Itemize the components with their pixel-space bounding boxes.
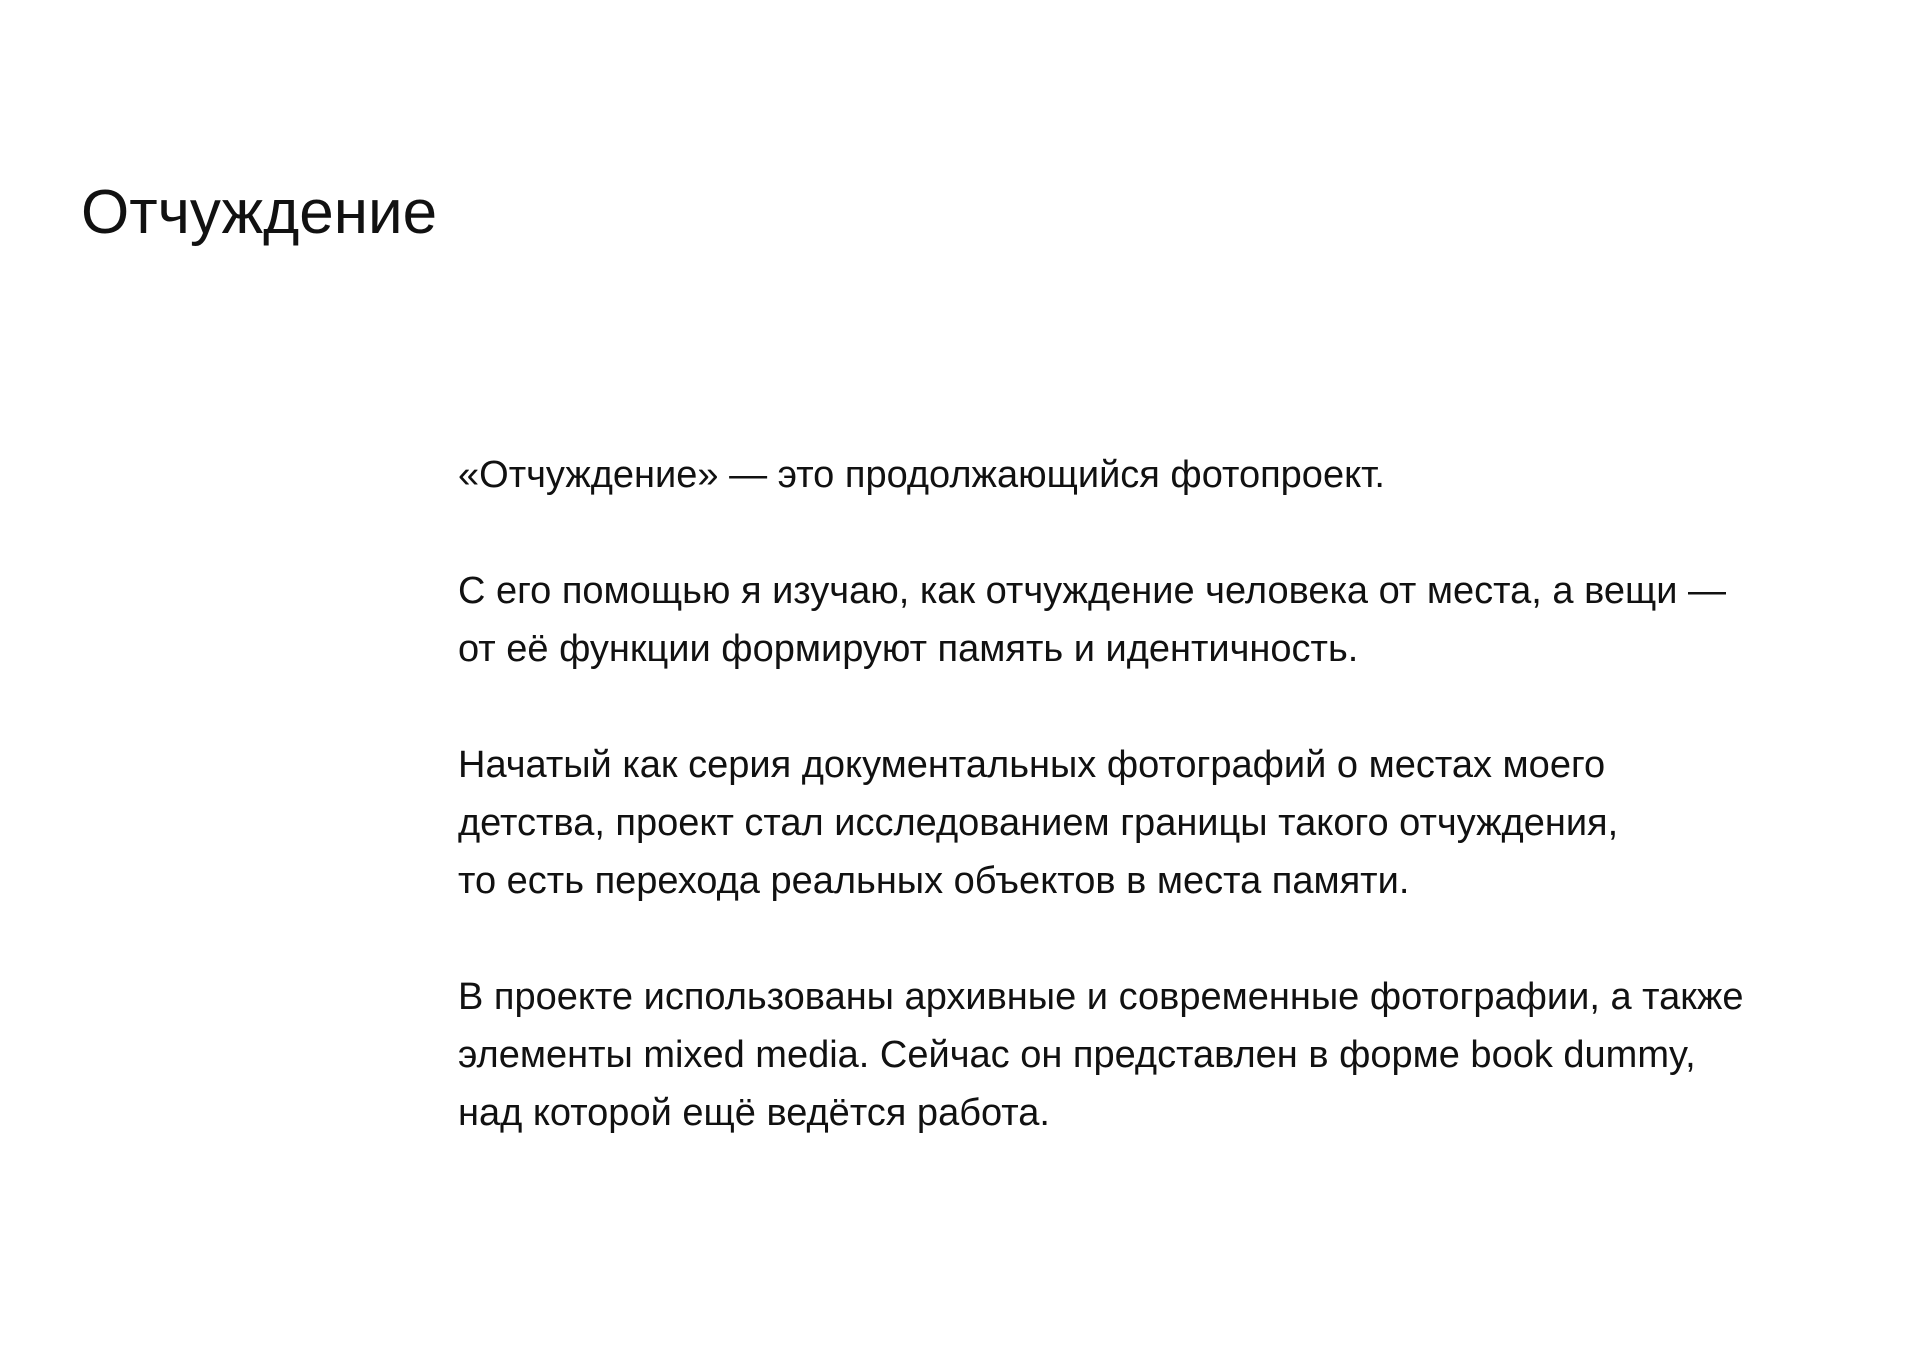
paragraph-line: от её функции формируют память и идентичность. <box>458 628 1359 670</box>
paragraph-line: С его помощью я изучаю, как отчуждение человека от места, а вещи — <box>458 570 1727 612</box>
paragraph-line: В проекте использованы архивные и современные фотографии, а также <box>458 976 1744 1018</box>
paragraph-purpose <box>458 562 1878 678</box>
paragraph-line: Начатый как серия документальных фотографий о местах моего <box>458 744 1606 786</box>
project-description <box>458 446 1878 1200</box>
paragraph-line: детства, проект стал исследованием границы такого отчуждения, <box>458 802 1619 844</box>
paragraph-line: элементы mixed media. Сейчас он представлен в форме book dummy, <box>458 1034 1696 1076</box>
paragraph-line: «Отчуждение» — это продолжающийся фотопроект. <box>458 454 1385 496</box>
paragraph-line: то есть перехода реальных объектов в места памяти. <box>458 860 1410 902</box>
paragraph-origin <box>458 736 1878 910</box>
page-title: Отчуждение <box>81 178 438 247</box>
paragraph-line: над которой ещё ведётся работа. <box>458 1092 1050 1134</box>
paragraph-materials <box>458 968 1878 1142</box>
paragraph-intro <box>458 446 1878 504</box>
